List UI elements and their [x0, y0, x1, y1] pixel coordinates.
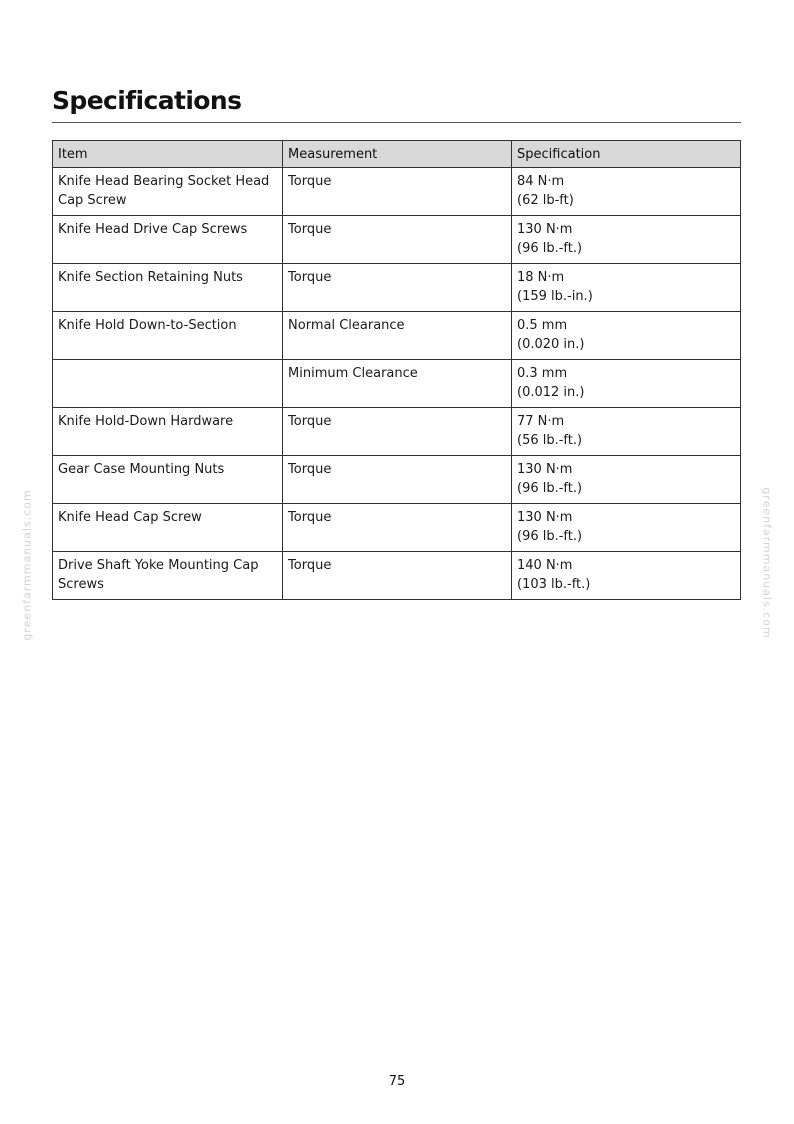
- cell-measurement: Torque: [283, 504, 512, 552]
- spec-imperial: (56 lb.-ft.): [517, 433, 583, 448]
- title-divider: [52, 122, 741, 123]
- table-row: [53, 456, 741, 504]
- table-row: [53, 408, 741, 456]
- spec-metric: 140 N·m: [517, 558, 573, 573]
- cell-item: Gear Case Mounting Nuts: [53, 456, 283, 504]
- cell-specification: [512, 504, 741, 552]
- spec-imperial: (96 lb.-ft.): [517, 241, 583, 256]
- cell-specification: [512, 264, 741, 312]
- table-row: [53, 504, 741, 552]
- spec-metric: 130 N·m: [517, 510, 573, 525]
- specifications-table: [52, 140, 741, 600]
- table-row: [53, 168, 741, 216]
- page-number: 75: [388, 1074, 406, 1089]
- cell-measurement: Normal Clearance: [283, 312, 512, 360]
- cell-measurement: Torque: [283, 264, 512, 312]
- table-row: [53, 312, 741, 360]
- spec-imperial: (0.020 in.): [517, 337, 585, 352]
- cell-item: Knife Head Bearing Socket Head Cap Screw: [53, 168, 283, 216]
- cell-measurement: Minimum Clearance: [283, 360, 512, 408]
- spec-metric: 130 N·m: [517, 462, 573, 477]
- table-body: [53, 168, 741, 600]
- cell-measurement: Torque: [283, 552, 512, 600]
- cell-measurement: Torque: [283, 216, 512, 264]
- cell-item: [53, 360, 283, 408]
- cell-measurement: Torque: [283, 456, 512, 504]
- spec-metric: 84 N·m: [517, 174, 565, 189]
- spec-metric: 0.3 mm: [517, 366, 568, 381]
- cell-item: Knife Head Cap Screw: [53, 504, 283, 552]
- header-specification: Specification: [512, 141, 741, 168]
- cell-specification: [512, 168, 741, 216]
- spec-imperial: (96 lb.-ft.): [517, 529, 583, 544]
- cell-item: Knife Head Drive Cap Screws: [53, 216, 283, 264]
- spec-imperial: (159 lb.-in.): [517, 289, 593, 304]
- page-title: Specifications: [52, 86, 242, 115]
- cell-item: Knife Section Retaining Nuts: [53, 264, 283, 312]
- cell-item: Drive Shaft Yoke Mounting Cap Screws: [53, 552, 283, 600]
- cell-measurement: Torque: [283, 408, 512, 456]
- header-row: [53, 141, 741, 168]
- watermark-right: greenfarmmanuals.com: [760, 487, 774, 639]
- table-row: [53, 264, 741, 312]
- cell-specification: [512, 312, 741, 360]
- spec-metric: 77 N·m: [517, 414, 565, 429]
- cell-specification: [512, 408, 741, 456]
- watermark-left: greenfarmmanuals.com: [20, 489, 34, 641]
- spec-metric: 0.5 mm: [517, 318, 568, 333]
- cell-measurement: Torque: [283, 168, 512, 216]
- header-measurement: Measurement: [283, 141, 512, 168]
- cell-specification: [512, 552, 741, 600]
- spec-imperial: (103 lb.-ft.): [517, 577, 591, 592]
- cell-item: Knife Hold Down-to-Section: [53, 312, 283, 360]
- table-header: [53, 141, 741, 168]
- cell-specification: [512, 360, 741, 408]
- cell-specification: [512, 456, 741, 504]
- cell-specification: [512, 216, 741, 264]
- cell-item: Knife Hold-Down Hardware: [53, 408, 283, 456]
- table-row: [53, 552, 741, 600]
- table-row: [53, 216, 741, 264]
- spec-imperial: (0.012 in.): [517, 385, 585, 400]
- spec-metric: 18 N·m: [517, 270, 565, 285]
- table-row: [53, 360, 741, 408]
- spec-imperial: (62 lb-ft): [517, 193, 574, 208]
- spec-metric: 130 N·m: [517, 222, 573, 237]
- header-item: Item: [53, 141, 283, 168]
- spec-imperial: (96 lb.-ft.): [517, 481, 583, 496]
